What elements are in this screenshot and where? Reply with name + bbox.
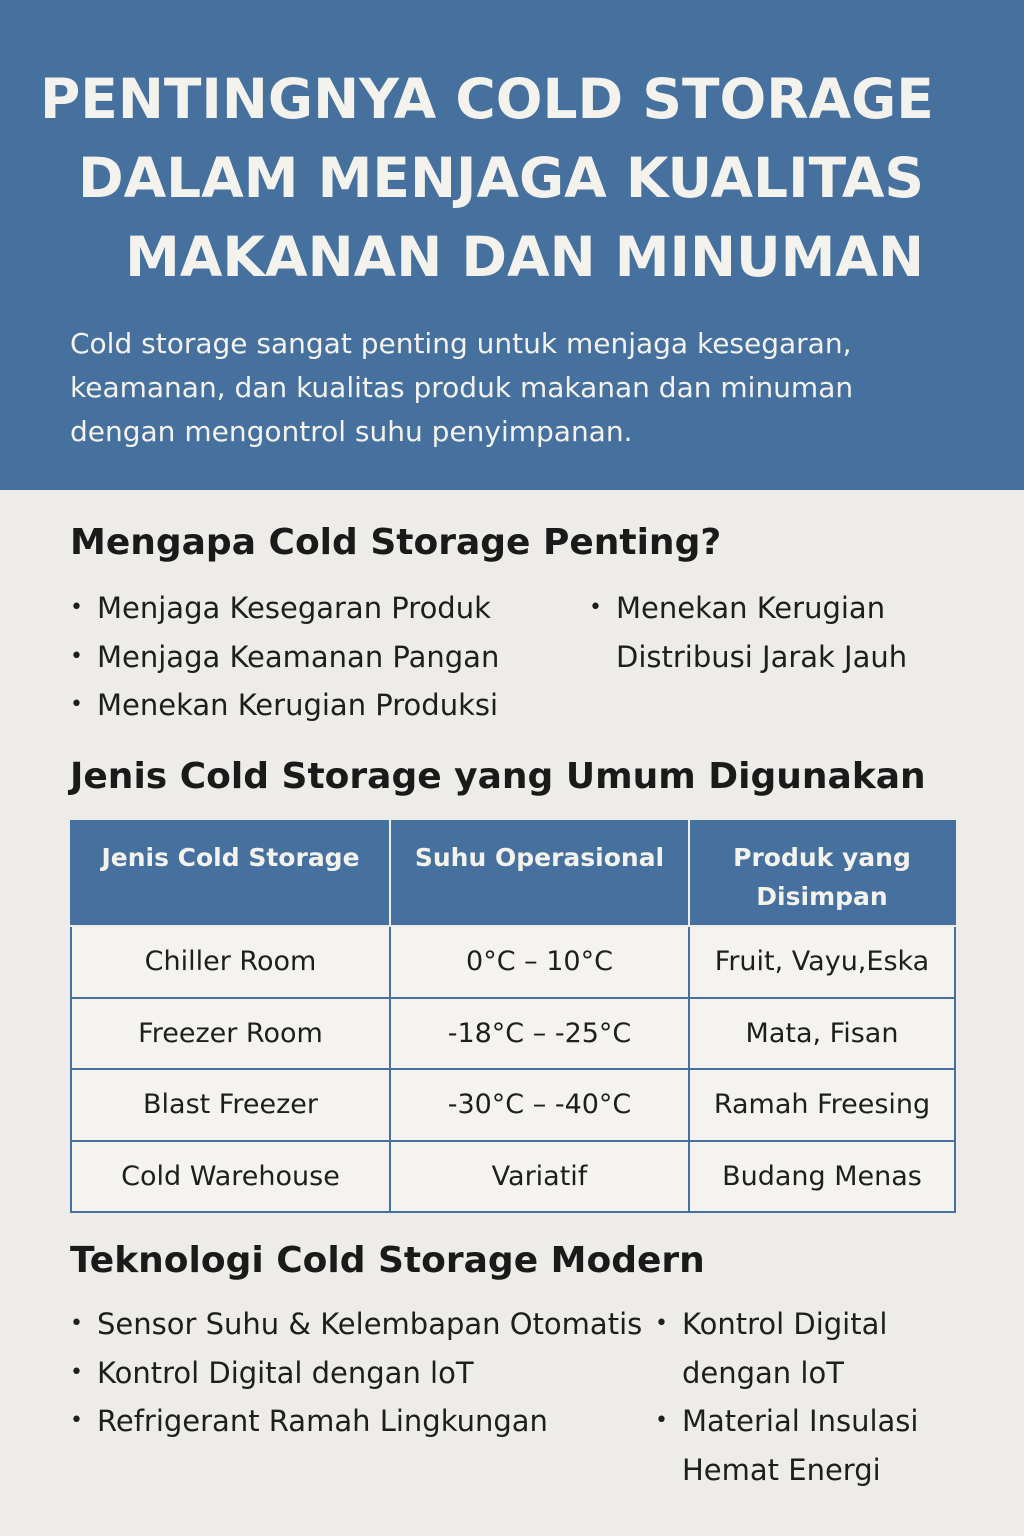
list-item: • Refrigerant Ramah Lingkungan: [70, 1397, 642, 1446]
why-list-right: [589, 584, 907, 681]
list-item: • Menekan Kerugian Distribusi Jarak Jauh: [589, 584, 907, 681]
intro-line: keamanan, dan kualitas produk makanan dan minuman: [70, 371, 854, 404]
title-line: DALAM MENJAGA KUALITAS: [77, 146, 924, 210]
table-cell: Freezer Room: [71, 998, 390, 1070]
table-cell: Mata, Fisan: [689, 998, 955, 1070]
list-item: • Menjaga Keamanan Pangan: [70, 633, 499, 682]
table-cell: Blast Freezer: [71, 1069, 390, 1141]
table-header-row: [71, 821, 955, 926]
list-item: • Kontrol Digital dengan loT: [655, 1300, 918, 1397]
table-cell: Variatif: [390, 1141, 689, 1213]
list-item: • Sensor Suhu & Kelembapan Otomatis: [70, 1300, 642, 1349]
tech-list-left: [70, 1300, 642, 1446]
table-cell: -18°C – -25°C: [390, 998, 689, 1070]
table-row: [71, 926, 955, 998]
column-header: Suhu Operasional: [390, 821, 689, 926]
column-header: Produk yang Disimpan: [689, 821, 955, 926]
header-banner: [0, 0, 1024, 490]
table-cell: Cold Warehouse: [71, 1141, 390, 1213]
list-item: • Kontrol Digital dengan loT: [70, 1349, 642, 1398]
tech-list-right: [655, 1300, 918, 1494]
cold-storage-table: [70, 820, 954, 1211]
table-cell: 0°C – 10°C: [390, 926, 689, 998]
table-cell: -30°C – -40°C: [390, 1069, 689, 1141]
list-item: • Material Insulasi Hemat Energi: [655, 1397, 918, 1494]
tech-heading: Teknologi Cold Storage Modern: [70, 1240, 705, 1281]
list-item: • Menjaga Kesegaran Produk: [70, 584, 499, 633]
list-item: • Menekan Kerugian Produksi: [70, 681, 499, 730]
table-row: [71, 1141, 955, 1213]
title-line: MAKANAN DAN MINUMAN: [125, 225, 924, 289]
why-heading: Mengapa Cold Storage Penting?: [70, 522, 722, 563]
types-heading: Jenis Cold Storage yang Umum Digunakan: [70, 756, 926, 797]
why-list-left: [70, 584, 499, 730]
intro-line: dengan mengontrol suhu penyimpanan.: [70, 415, 633, 448]
intro-paragraph: [70, 322, 970, 454]
table-row: [71, 1069, 955, 1141]
column-header: Jenis Cold Storage: [71, 821, 390, 926]
table-cell: Ramah Freesing: [689, 1069, 955, 1141]
table-row: [71, 998, 955, 1070]
title-line: PENTINGNYA COLD STORAGE: [40, 67, 934, 131]
table-cell: Budang Menas: [689, 1141, 955, 1213]
table-cell: Chiller Room: [71, 926, 390, 998]
page-title: [40, 60, 984, 297]
intro-line: Cold storage sangat penting untuk menjaga kesegaran,: [70, 327, 852, 360]
table-cell: Fruit, Vayu,Eska: [689, 926, 955, 998]
